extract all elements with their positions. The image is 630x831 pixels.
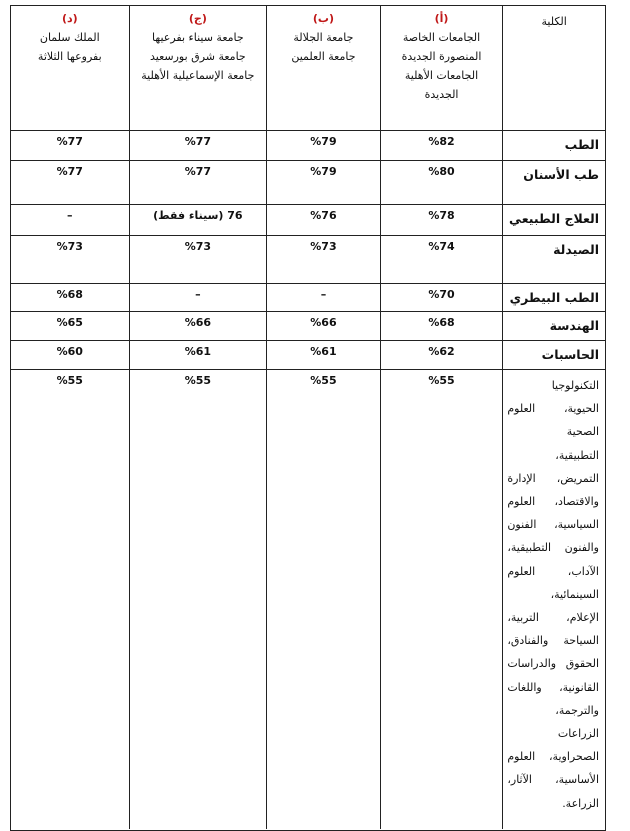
score-c: %55 xyxy=(129,370,267,829)
score-b: %79 xyxy=(266,131,380,160)
table-row-other-colleges xyxy=(11,370,605,829)
group-c-line: جامعة سيناء بفرعيها xyxy=(152,31,244,44)
table-row xyxy=(11,341,605,370)
score-d: %77 xyxy=(56,135,83,148)
score-b: %66 xyxy=(266,312,380,340)
score-a: %68 xyxy=(380,312,503,340)
score-c: – xyxy=(129,284,267,311)
college-list-line: القانونية، واللغات xyxy=(507,680,599,694)
score-d: %68 xyxy=(56,288,83,301)
college-name: الصيدلة xyxy=(502,236,605,283)
score-d: %65 xyxy=(56,316,83,329)
college-list-line: والفنون التطبيقية، xyxy=(507,541,599,555)
score-d: %60 xyxy=(56,345,83,358)
college-name: الطب البيطري xyxy=(502,284,605,311)
college-list-line: الزراعات xyxy=(557,727,599,741)
college-list-line: والاقتصاد، العلوم xyxy=(507,495,599,509)
table-row xyxy=(11,161,605,205)
score-c: %61 xyxy=(129,341,267,369)
admission-table xyxy=(10,5,606,831)
college-list-line: التطبيقية، xyxy=(555,448,599,462)
group-d-line: الملك سلمان xyxy=(39,31,100,44)
header-group-a xyxy=(380,6,503,130)
group-c-line: جامعة شرق بورسعيد xyxy=(149,50,246,63)
group-a-line: الجامعات الخاصة xyxy=(402,31,481,44)
group-b-line: جامعة الجلالة xyxy=(293,31,354,44)
table-row xyxy=(11,312,605,341)
group-b-letter: (ب) xyxy=(312,12,334,25)
college-list-line: التمريض، الإدارة xyxy=(507,471,599,485)
college-list-line: الصحية xyxy=(566,425,599,439)
group-c-line: جامعة الإسماعيلية الأهلية xyxy=(141,69,255,82)
college-list-line: السياحة والفنادق، xyxy=(507,634,599,648)
group-a-letter: (أ) xyxy=(434,12,449,25)
score-b: %79 xyxy=(266,161,380,204)
score-a: %78 xyxy=(380,205,503,235)
score-c: 76 (سيناء فقط) xyxy=(129,205,267,235)
header-college-label: الكلية xyxy=(541,15,567,28)
college-list-line: السياسية، الفنون xyxy=(507,518,599,532)
score-c: %77 xyxy=(129,161,267,204)
group-a-line: الجديدة xyxy=(424,88,459,101)
group-d-letter: (د) xyxy=(61,12,78,25)
college-list-line: الحقوق والدراسات xyxy=(507,657,599,671)
score-c: %66 xyxy=(129,312,267,340)
college-list-line: الأساسية، الآثار، xyxy=(507,773,599,787)
score-d: – xyxy=(67,209,73,222)
college-name: الطب xyxy=(502,131,605,160)
group-c-letter: (ج) xyxy=(188,12,207,25)
score-a: %55 xyxy=(380,370,503,829)
college-list-line: التكنولوجيا xyxy=(551,379,599,392)
group-b-line: جامعة العلمين xyxy=(291,50,356,63)
college-list-line: الحيوية، العلوم xyxy=(507,402,599,416)
group-d-line: بفروعها الثلاثة xyxy=(37,50,102,63)
score-d: %73 xyxy=(56,240,83,253)
college-list-line: السينمائية، xyxy=(550,587,599,601)
table-row xyxy=(11,131,605,161)
college-name: طب الأسنان xyxy=(502,161,605,204)
score-a: %70 xyxy=(380,284,503,311)
college-name: العلاج الطبيعي xyxy=(502,205,605,235)
college-list-line: والترجمة، xyxy=(555,703,599,717)
college-name: الهندسة xyxy=(502,312,605,340)
header-college xyxy=(502,6,605,130)
college-name: الحاسبات xyxy=(502,341,605,369)
score-d: %77 xyxy=(56,165,83,178)
score-a: %82 xyxy=(380,131,503,160)
score-b: %76 xyxy=(266,205,380,235)
score-c: %73 xyxy=(129,236,267,283)
score-b: – xyxy=(266,284,380,311)
other-colleges-list xyxy=(502,370,605,829)
score-c: %77 xyxy=(129,131,267,160)
header-group-c xyxy=(129,6,267,130)
college-list-line: الزراعة. xyxy=(562,796,599,810)
header-group-d xyxy=(11,6,129,130)
group-a-line: المنصورة الجديدة xyxy=(401,50,482,63)
college-list-line: الصحراوية، العلوم xyxy=(507,750,599,764)
score-a: %74 xyxy=(380,236,503,283)
score-b: %55 xyxy=(266,370,380,829)
score-a: %62 xyxy=(380,341,503,369)
score-b: %73 xyxy=(266,236,380,283)
college-list-line: الإعلام، التربية، xyxy=(507,611,599,625)
header-group-b xyxy=(266,6,380,130)
score-a: %80 xyxy=(380,161,503,204)
score-d: %55 xyxy=(56,374,83,387)
table-row xyxy=(11,284,605,312)
table-header-row xyxy=(11,6,605,131)
table-row xyxy=(11,205,605,236)
group-a-line: الجامعات الأهلية xyxy=(404,69,479,82)
college-list-line: الآداب، العلوم xyxy=(507,564,599,578)
score-b: %61 xyxy=(266,341,380,369)
table-row xyxy=(11,236,605,284)
